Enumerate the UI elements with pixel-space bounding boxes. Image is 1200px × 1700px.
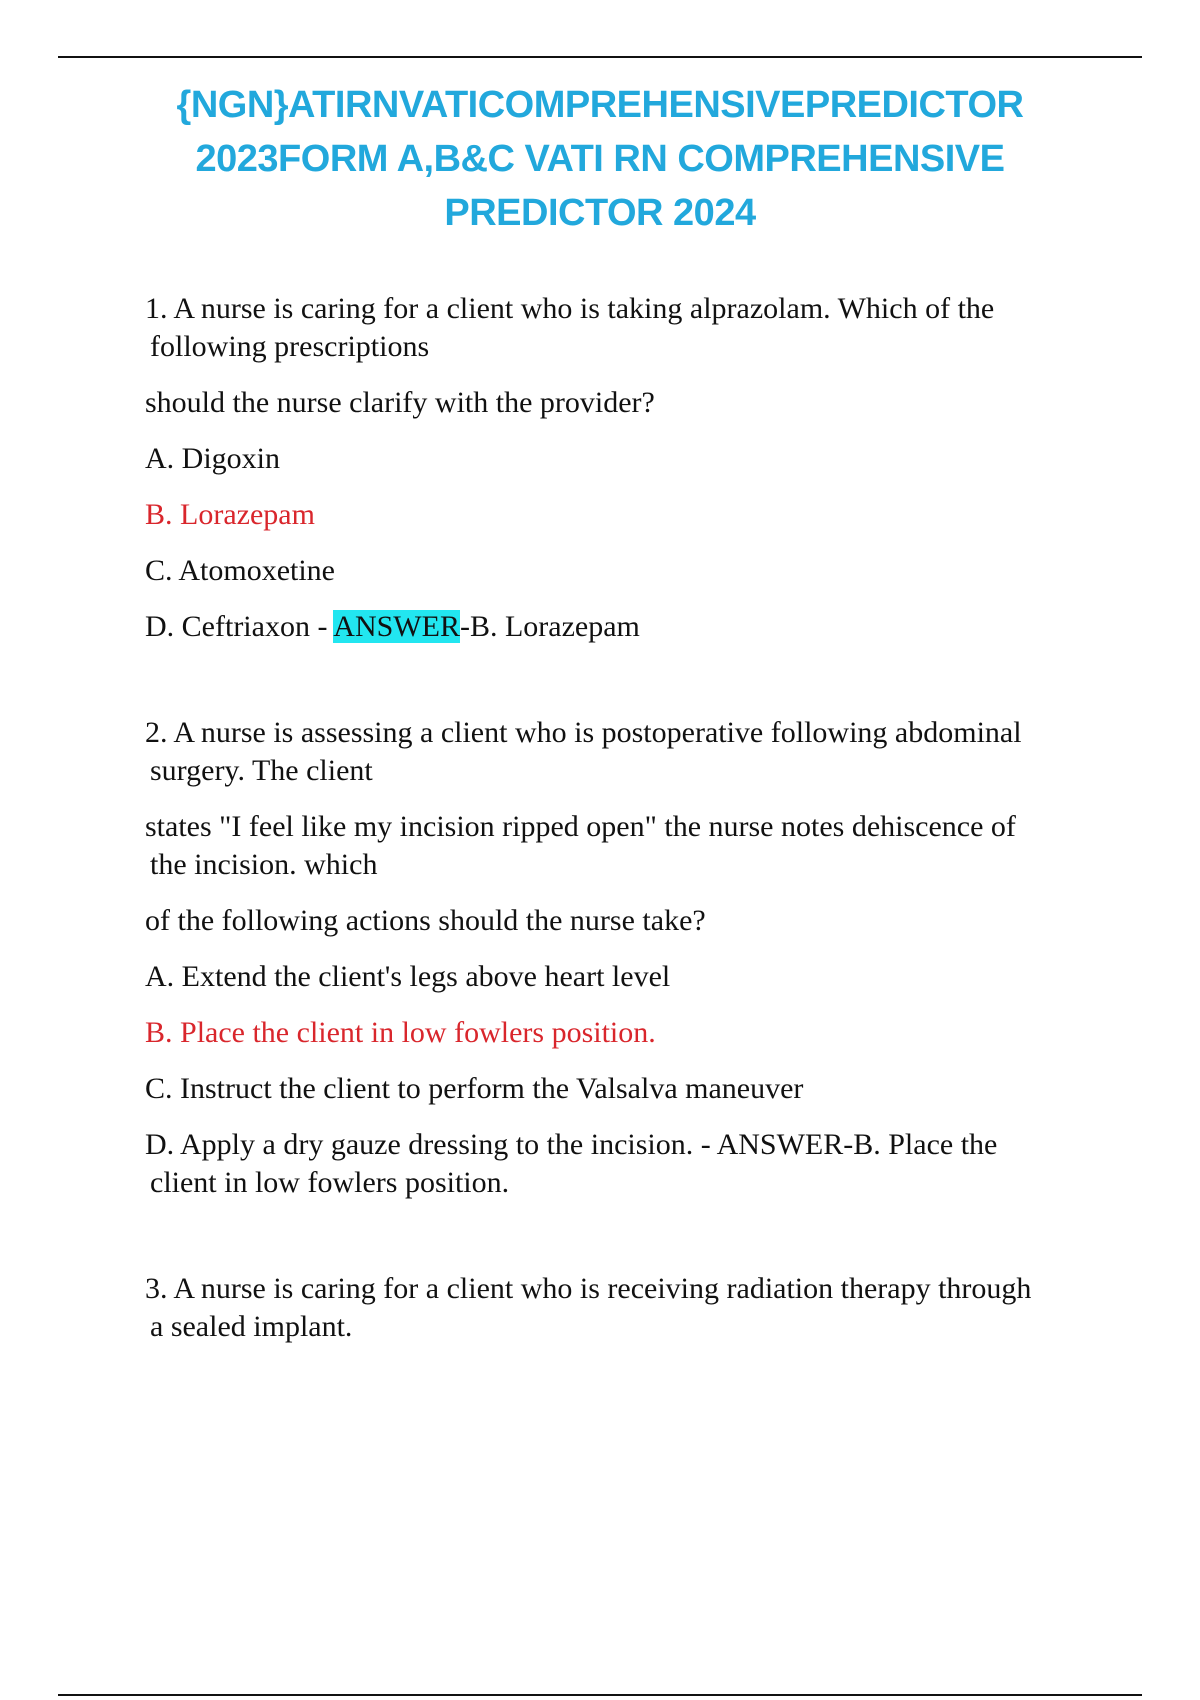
question-2-stem-line: the incision. which [150, 848, 378, 881]
question-1-stem-cont: should the nurse clarify with the provider? [145, 386, 655, 419]
question-2 [145, 714, 1105, 1202]
question-2-stem-line: surgery. The client [150, 754, 373, 787]
question-1-answer: -B. Lorazepam [459, 610, 640, 643]
question-1-stem-line: 1. A nurse is caring for a client who is taking alprazolam. Which of the [145, 292, 995, 325]
document-body [145, 290, 1105, 1346]
title-line-2: 2023FORM A,B&C VATI RN COMPREHENSIVE [195, 138, 1005, 180]
question-3-stem-line: 3. A nurse is caring for a client who is receiving radiation therapy through [145, 1272, 1032, 1305]
question-2-option-d [145, 1126, 1105, 1202]
title-line-3: PREDICTOR 2024 [444, 192, 756, 234]
question-1-option-a: A. Digoxin [145, 442, 280, 475]
question-2-option-b-correct: B. Place the client in low fowlers position. [145, 1016, 656, 1049]
question-2-stem-cont [145, 808, 1105, 884]
top-rule [58, 56, 1142, 58]
question-3-stem-line: a sealed implant. [150, 1310, 353, 1343]
question-3-stem [145, 1270, 1105, 1346]
question-2-stem-line: states "I feel like my incision ripped open" the nurse notes dehiscence of [145, 810, 1016, 843]
question-1-option-d [145, 608, 1105, 646]
bottom-rule [58, 1694, 1142, 1696]
question-2-option-d-line: client in low fowlers position. [150, 1166, 510, 1199]
question-1-option-c: C. Atomoxetine [145, 554, 335, 587]
question-2-option-a: A. Extend the client's legs above heart level [145, 960, 671, 993]
question-2-stem-line: 2. A nurse is assessing a client who is postoperative following abdominal [145, 716, 1022, 749]
answer-highlight: ANSWER [333, 610, 460, 643]
title-line-1: {NGN}ATIRNVATICOMPREHENSIVEPREDICTOR [176, 84, 1024, 126]
question-3 [145, 1270, 1105, 1346]
question-2-option-c: C. Instruct the client to perform the Valsalva maneuver [145, 1072, 804, 1105]
question-1-stem-line: following prescriptions [150, 330, 430, 363]
document-title [60, 78, 1140, 240]
question-2-option-d-line: D. Apply a dry gauze dressing to the incision. - ANSWER-B. Place the [145, 1128, 998, 1161]
question-1-option-b-correct: B. Lorazepam [145, 498, 315, 531]
question-1-option-d-text: D. Ceftriaxon - [145, 610, 334, 643]
question-1 [145, 290, 1105, 646]
question-1-stem [145, 290, 1105, 366]
question-2-stem [145, 714, 1105, 790]
question-2-stem-cont: of the following actions should the nurse take? [145, 904, 706, 937]
